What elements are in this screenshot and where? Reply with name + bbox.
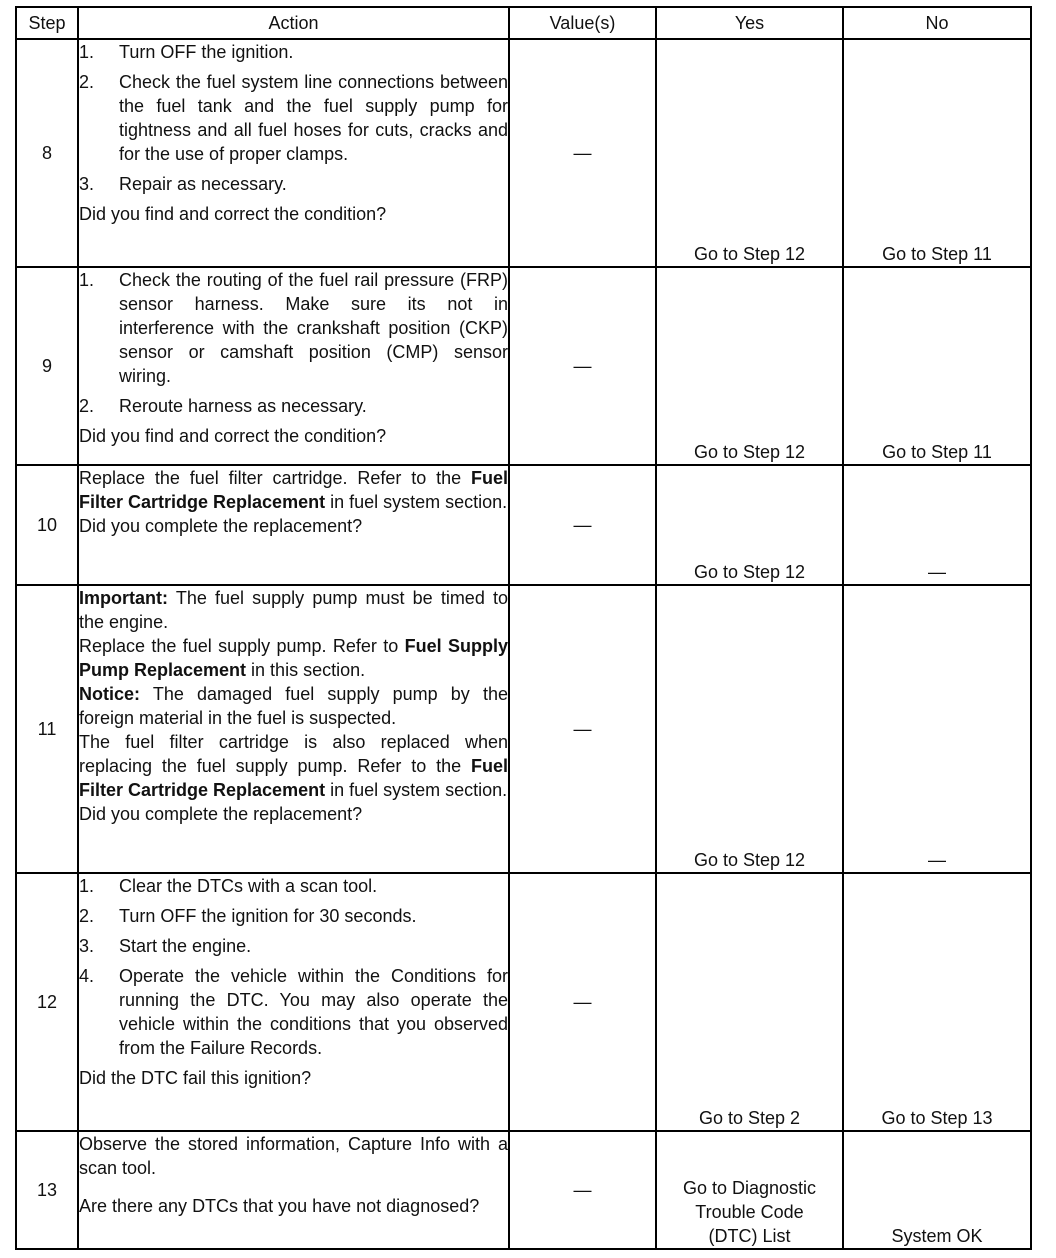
step-number: 10 bbox=[16, 465, 78, 585]
no-cell: System OK bbox=[843, 1131, 1031, 1249]
list-item: 4. Operate the vehicle within the Conditions for running the DTC. You may also operate the vehicle within the conditions that you observed from the Failure Records. bbox=[79, 966, 508, 1058]
no-cell: — bbox=[843, 465, 1031, 585]
value-cell: — bbox=[509, 585, 656, 873]
value-cell: — bbox=[509, 465, 656, 585]
instruction-text: Replace the fuel filter cartridge. Refer to the Fuel Filter Cartridge Replacement in fuel system section. bbox=[79, 468, 508, 512]
action-list bbox=[79, 40, 508, 196]
action-list bbox=[79, 268, 508, 418]
action-cell bbox=[78, 1131, 509, 1249]
list-item: 3. Start the engine. bbox=[79, 936, 252, 956]
question: Did you find and correct the condition? bbox=[79, 204, 387, 224]
step-number: 11 bbox=[16, 585, 78, 873]
instruction-text: Replace the fuel supply pump. Refer to Fuel Supply Pump Replacement in this section. bbox=[79, 636, 508, 680]
header-step: Step bbox=[16, 7, 78, 39]
table-row bbox=[16, 873, 1031, 1131]
question: Did you complete the replacement? bbox=[79, 804, 363, 824]
header-action: Action bbox=[78, 7, 509, 39]
value-cell: — bbox=[509, 39, 656, 267]
step-number: 8 bbox=[16, 39, 78, 267]
yes-cell: Go to Step 2 bbox=[656, 873, 843, 1131]
value-cell: — bbox=[509, 267, 656, 465]
list-item: 2. Check the fuel system line connections between the fuel tank and the fuel supply pump for tightness and all fuel hoses for cuts, cracks and for the use of proper clamps. bbox=[79, 72, 508, 164]
step-number: 9 bbox=[16, 267, 78, 465]
action-cell bbox=[78, 873, 509, 1131]
list-item: 3. Repair as necessary. bbox=[79, 174, 287, 194]
table-row bbox=[16, 465, 1031, 585]
header-row bbox=[16, 7, 1031, 39]
yes-cell: Go to Step 12 bbox=[656, 465, 843, 585]
table-row bbox=[16, 39, 1031, 267]
list-item: 1. Check the routing of the fuel rail pressure (FRP) sensor harness. Make sure its not in interference with the crankshaft position (CKP) sensor or camshaft position (CMP) sensor wiring. bbox=[79, 270, 508, 386]
table-row bbox=[16, 1131, 1031, 1249]
yes-cell: Go to Step 12 bbox=[656, 267, 843, 465]
action-cell bbox=[78, 267, 509, 465]
no-cell: Go to Step 11 bbox=[843, 39, 1031, 267]
value-cell: — bbox=[509, 1131, 656, 1249]
question: Are there any DTCs that you have not diagnosed? bbox=[79, 1196, 480, 1216]
header-yes: Yes bbox=[656, 7, 843, 39]
value-cell: — bbox=[509, 873, 656, 1131]
step-number: 13 bbox=[16, 1131, 78, 1249]
no-cell: Go to Step 11 bbox=[843, 267, 1031, 465]
list-item: 2. Reroute harness as necessary. bbox=[79, 396, 367, 416]
question: Did you find and correct the condition? bbox=[79, 426, 387, 446]
table-row bbox=[16, 267, 1031, 465]
question: Did the DTC fail this ignition? bbox=[79, 1068, 312, 1088]
list-item: 2. Turn OFF the ignition for 30 seconds. bbox=[79, 906, 417, 926]
list-item: 1. Clear the DTCs with a scan tool. bbox=[79, 876, 378, 896]
step-number: 12 bbox=[16, 873, 78, 1131]
no-cell: — bbox=[843, 585, 1031, 873]
action-list bbox=[79, 874, 508, 1060]
yes-cell: Go to Diagnostic Trouble Code (DTC) List bbox=[656, 1131, 843, 1249]
question: Did you complete the replacement? bbox=[79, 516, 363, 536]
diagnostic-table bbox=[15, 6, 1032, 1250]
header-values: Value(s) bbox=[509, 7, 656, 39]
yes-cell: Go to Step 12 bbox=[656, 585, 843, 873]
action-cell bbox=[78, 585, 509, 873]
header-no: No bbox=[843, 7, 1031, 39]
reference-link-text: Fuel Filter Cartridge Replacement bbox=[79, 756, 508, 800]
no-cell: Go to Step 13 bbox=[843, 873, 1031, 1131]
reference-link-text: Fuel Supply Pump Replacement bbox=[79, 636, 508, 680]
action-cell bbox=[78, 465, 509, 585]
reference-link-text: Fuel Filter Cartridge Replacement bbox=[79, 468, 508, 512]
notice-note: Notice: The damaged fuel supply pump by the foreign material in the fuel is suspected. bbox=[79, 684, 508, 728]
yes-cell: Go to Step 12 bbox=[656, 39, 843, 267]
list-item: 1. Turn OFF the ignition. bbox=[79, 42, 294, 62]
important-note: Important: The fuel supply pump must be timed to the engine. bbox=[79, 588, 508, 632]
instruction-text: The fuel filter cartridge is also replaced when replacing the fuel supply pump. Refer to the Fuel Filter Cartridge Replacement in fuel system section. bbox=[79, 732, 508, 800]
table-row bbox=[16, 585, 1031, 873]
action-cell bbox=[78, 39, 509, 267]
instruction-text: Observe the stored information, Capture Info with a scan tool. bbox=[79, 1134, 508, 1178]
